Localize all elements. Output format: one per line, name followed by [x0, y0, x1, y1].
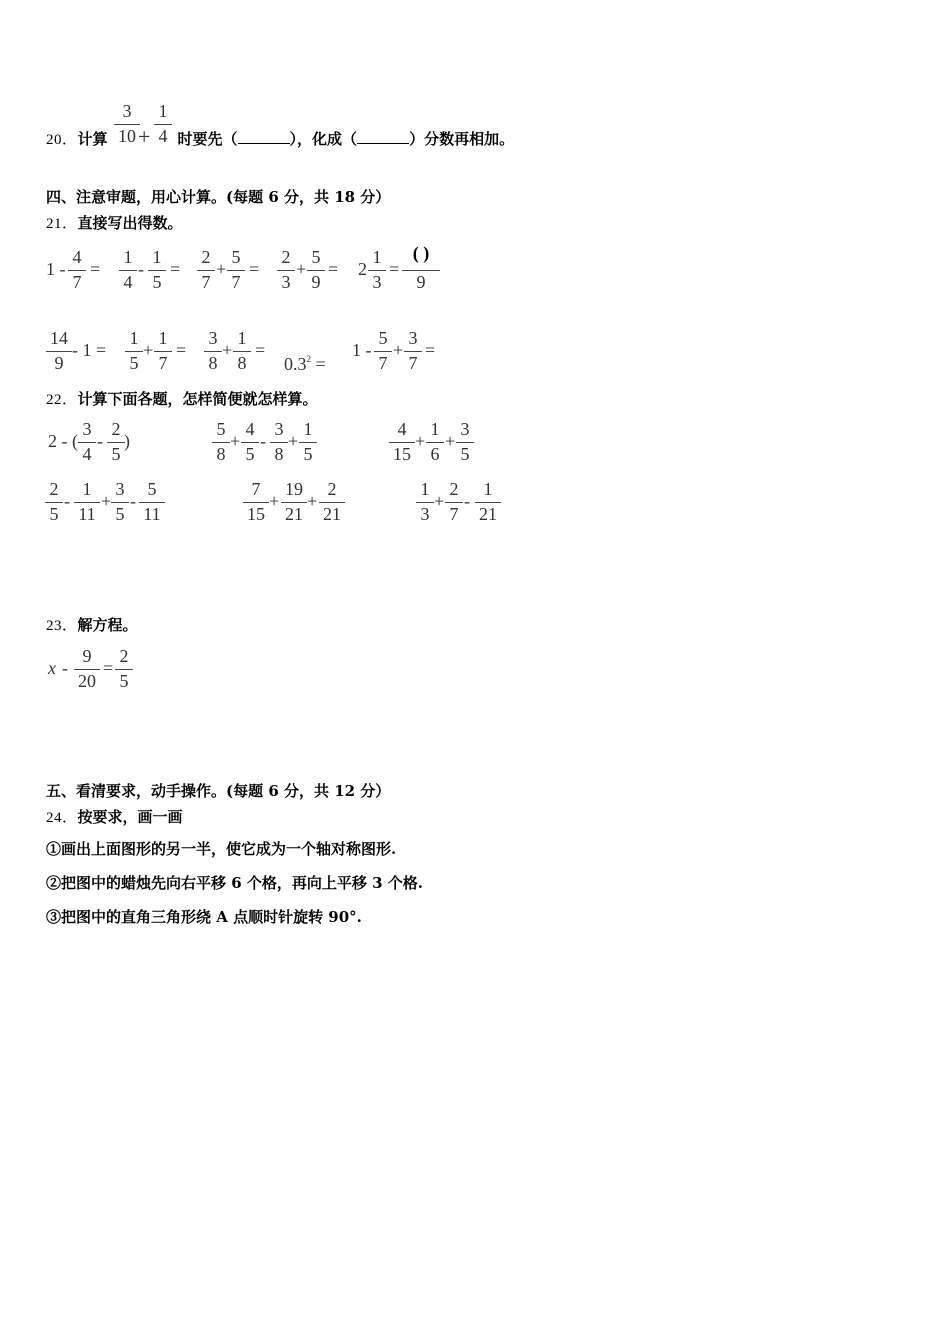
q21-r1-e2-eq: = — [170, 259, 181, 279]
q21-r1-e4-frac-a: 2 3 — [275, 248, 297, 291]
q24-item-1: ①画出上面图形的另一半，使它成为一个轴对称图形. — [46, 840, 397, 858]
q20-pre: 计算 — [77, 130, 108, 148]
q21-number: 21． — [46, 216, 78, 232]
q22-e4-op2: + — [101, 491, 112, 511]
q22-e3-frac-c: 3 5 — [454, 420, 476, 463]
q22-e2-frac-e: 1 5 — [297, 420, 319, 463]
q22-e5-frac-a: 7 15 — [241, 480, 271, 523]
q22-e6-frac-a: 1 3 — [414, 480, 436, 523]
q20-plus: + — [138, 124, 151, 149]
q21-r1-e4-op: + — [296, 259, 307, 279]
q22-text: 计算下面各题，怎样简便就怎样算。 — [77, 390, 318, 408]
q22-e2-frac-c: 3 8 — [268, 420, 290, 463]
q22-e2-frac-a: 5 8 — [210, 420, 232, 463]
q21-r2-e2-frac-a: 1 5 — [123, 329, 145, 372]
q21-r2-e2-op: + — [143, 340, 154, 360]
q22-e5-frac-b: 19 21 — [279, 480, 309, 523]
q21-text: 直接写出得数。 — [77, 214, 183, 232]
q22-e1-op: - — [97, 431, 103, 451]
q23-number: 23． — [46, 618, 78, 634]
q22-e4-frac-e: 5 11 — [137, 480, 167, 523]
q21-r2-e2-frac-b: 1 7 — [152, 329, 174, 372]
q22-e6-frac-b: 2 7 — [443, 480, 465, 523]
q21-r2-e5-frac-a: 5 7 — [372, 329, 394, 372]
q23-op: - — [62, 658, 68, 678]
q21-r2-e3-frac-a: 3 8 — [202, 329, 224, 372]
q21-r2-e5-pre: 1 - — [352, 340, 372, 360]
q22-e4-frac-b: 1 11 — [72, 480, 102, 523]
q21-r1-e1-pre: 1 - — [46, 259, 66, 279]
q21-r1-e5-frac-b[interactable]: ( ) 9 — [400, 244, 442, 291]
q21-r2-e5-frac-b: 3 7 — [402, 329, 424, 372]
q20-number: 20． — [46, 132, 78, 148]
q21-r2-e3-frac-b: 1 8 — [231, 329, 253, 372]
q21-r1-e5-frac-a: 1 3 — [366, 248, 388, 291]
q22-e5-op1: + — [269, 491, 280, 511]
q22-e3-frac-a: 4 15 — [387, 420, 417, 463]
q22-number: 22． — [46, 392, 78, 408]
q22-e1-frac-b: 2 5 — [105, 420, 127, 463]
q20-blank-1[interactable] — [238, 131, 290, 144]
q21-r2-e3-eq: = — [255, 340, 266, 360]
q21-r1-e5-whole: 2 — [358, 259, 367, 279]
q21-r2-e5-eq: = — [425, 340, 436, 360]
q20-blank-2[interactable] — [357, 131, 409, 144]
q21-r2-e5-op: + — [393, 340, 404, 360]
q22-e4-frac-a: 2 5 — [43, 480, 65, 523]
q21-r1-e4-frac-b: 5 9 — [305, 248, 327, 291]
q22-e3-op1: + — [415, 431, 426, 451]
q21-r2-e1-post: - 1 = — [72, 340, 107, 360]
q22-e2-op3: + — [288, 431, 299, 451]
q23-text: 解方程。 — [77, 616, 138, 634]
section-4-title: 四、注意审题，用心计算。(每题 6 分，共 18 分） — [46, 188, 391, 206]
q21-r1-e4-eq: = — [328, 259, 339, 279]
q21-r1-e3-op: + — [216, 259, 227, 279]
q20-mid2: ），化成（ — [289, 130, 358, 148]
q24-text: 按要求，画一画 — [77, 808, 183, 826]
q22-e1-frac-a: 3 4 — [76, 420, 98, 463]
q21-r1-e3-frac-b: 5 7 — [225, 248, 247, 291]
q21-r1-e5-eq: = — [389, 259, 400, 279]
q21-r2-e1-frac: 14 9 — [44, 329, 74, 372]
q22-e2-op2: - — [260, 431, 266, 451]
q22-e1-post: ) — [124, 431, 130, 451]
q22-e4-op3: - — [130, 491, 136, 511]
q22-e3-frac-b: 1 6 — [424, 420, 446, 463]
q22-e4-frac-c: 3 5 — [109, 480, 131, 523]
q21-r1-e3-frac-a: 2 7 — [195, 248, 217, 291]
q23-eq: = — [103, 658, 114, 678]
q23-frac-b: 2 5 — [113, 647, 135, 690]
q21-r1-e2-frac-a: 1 4 — [117, 248, 139, 291]
q22-e3-op2: + — [445, 431, 456, 451]
q21-r1-e1-eq: = — [90, 259, 101, 279]
q22-e1-pre: 2 - ( — [48, 431, 78, 451]
q24-item-2: ②把图中的蜡烛先向右平移 6 个格，再向上平移 3 个格. — [46, 874, 423, 892]
q23-var: x — [48, 658, 56, 678]
q22-e2-op1: + — [230, 431, 241, 451]
q22-e6-op1: + — [434, 491, 445, 511]
q20-fraction-2: 1 4 — [152, 102, 174, 145]
q20-fraction-1: 3 10 — [112, 102, 142, 145]
q21-r1-e1-frac: 4 7 — [66, 248, 88, 291]
q22-line — [46, 388, 318, 409]
q21-line — [46, 212, 183, 233]
q21-r1-e2-frac-b: 1 5 — [146, 248, 168, 291]
q20-post: ）分数再相加。 — [409, 130, 515, 148]
q21-r1-e2-op: - — [138, 259, 144, 279]
q23-frac-a: 9 20 — [72, 647, 102, 690]
q21-r2-e2-eq: = — [176, 340, 187, 360]
q23-line — [46, 614, 138, 635]
q21-r2-e4: $0.3^2$ = — [284, 354, 326, 374]
q21-r1-e3-eq: = — [249, 259, 260, 279]
q22-e6-frac-c: 1 21 — [473, 480, 503, 523]
q22-e6-op2: - — [464, 491, 470, 511]
section-5-title: 五、看清要求，动手操作。(每题 6 分，共 12 分） — [46, 782, 391, 800]
q22-e5-op2: + — [307, 491, 318, 511]
q20-mid: 时要先（ — [177, 130, 238, 148]
q22-e5-frac-c: 2 21 — [317, 480, 347, 523]
q24-item-3: ③把图中的直角三角形绕 A 点顺时针旋转 90°. — [46, 908, 362, 926]
q24-number: 24． — [46, 810, 78, 826]
q24-line — [46, 806, 183, 827]
q22-e2-frac-b: 4 5 — [239, 420, 261, 463]
q21-r2-e3-op: + — [222, 340, 233, 360]
q22-e4-op1: - — [64, 491, 70, 511]
